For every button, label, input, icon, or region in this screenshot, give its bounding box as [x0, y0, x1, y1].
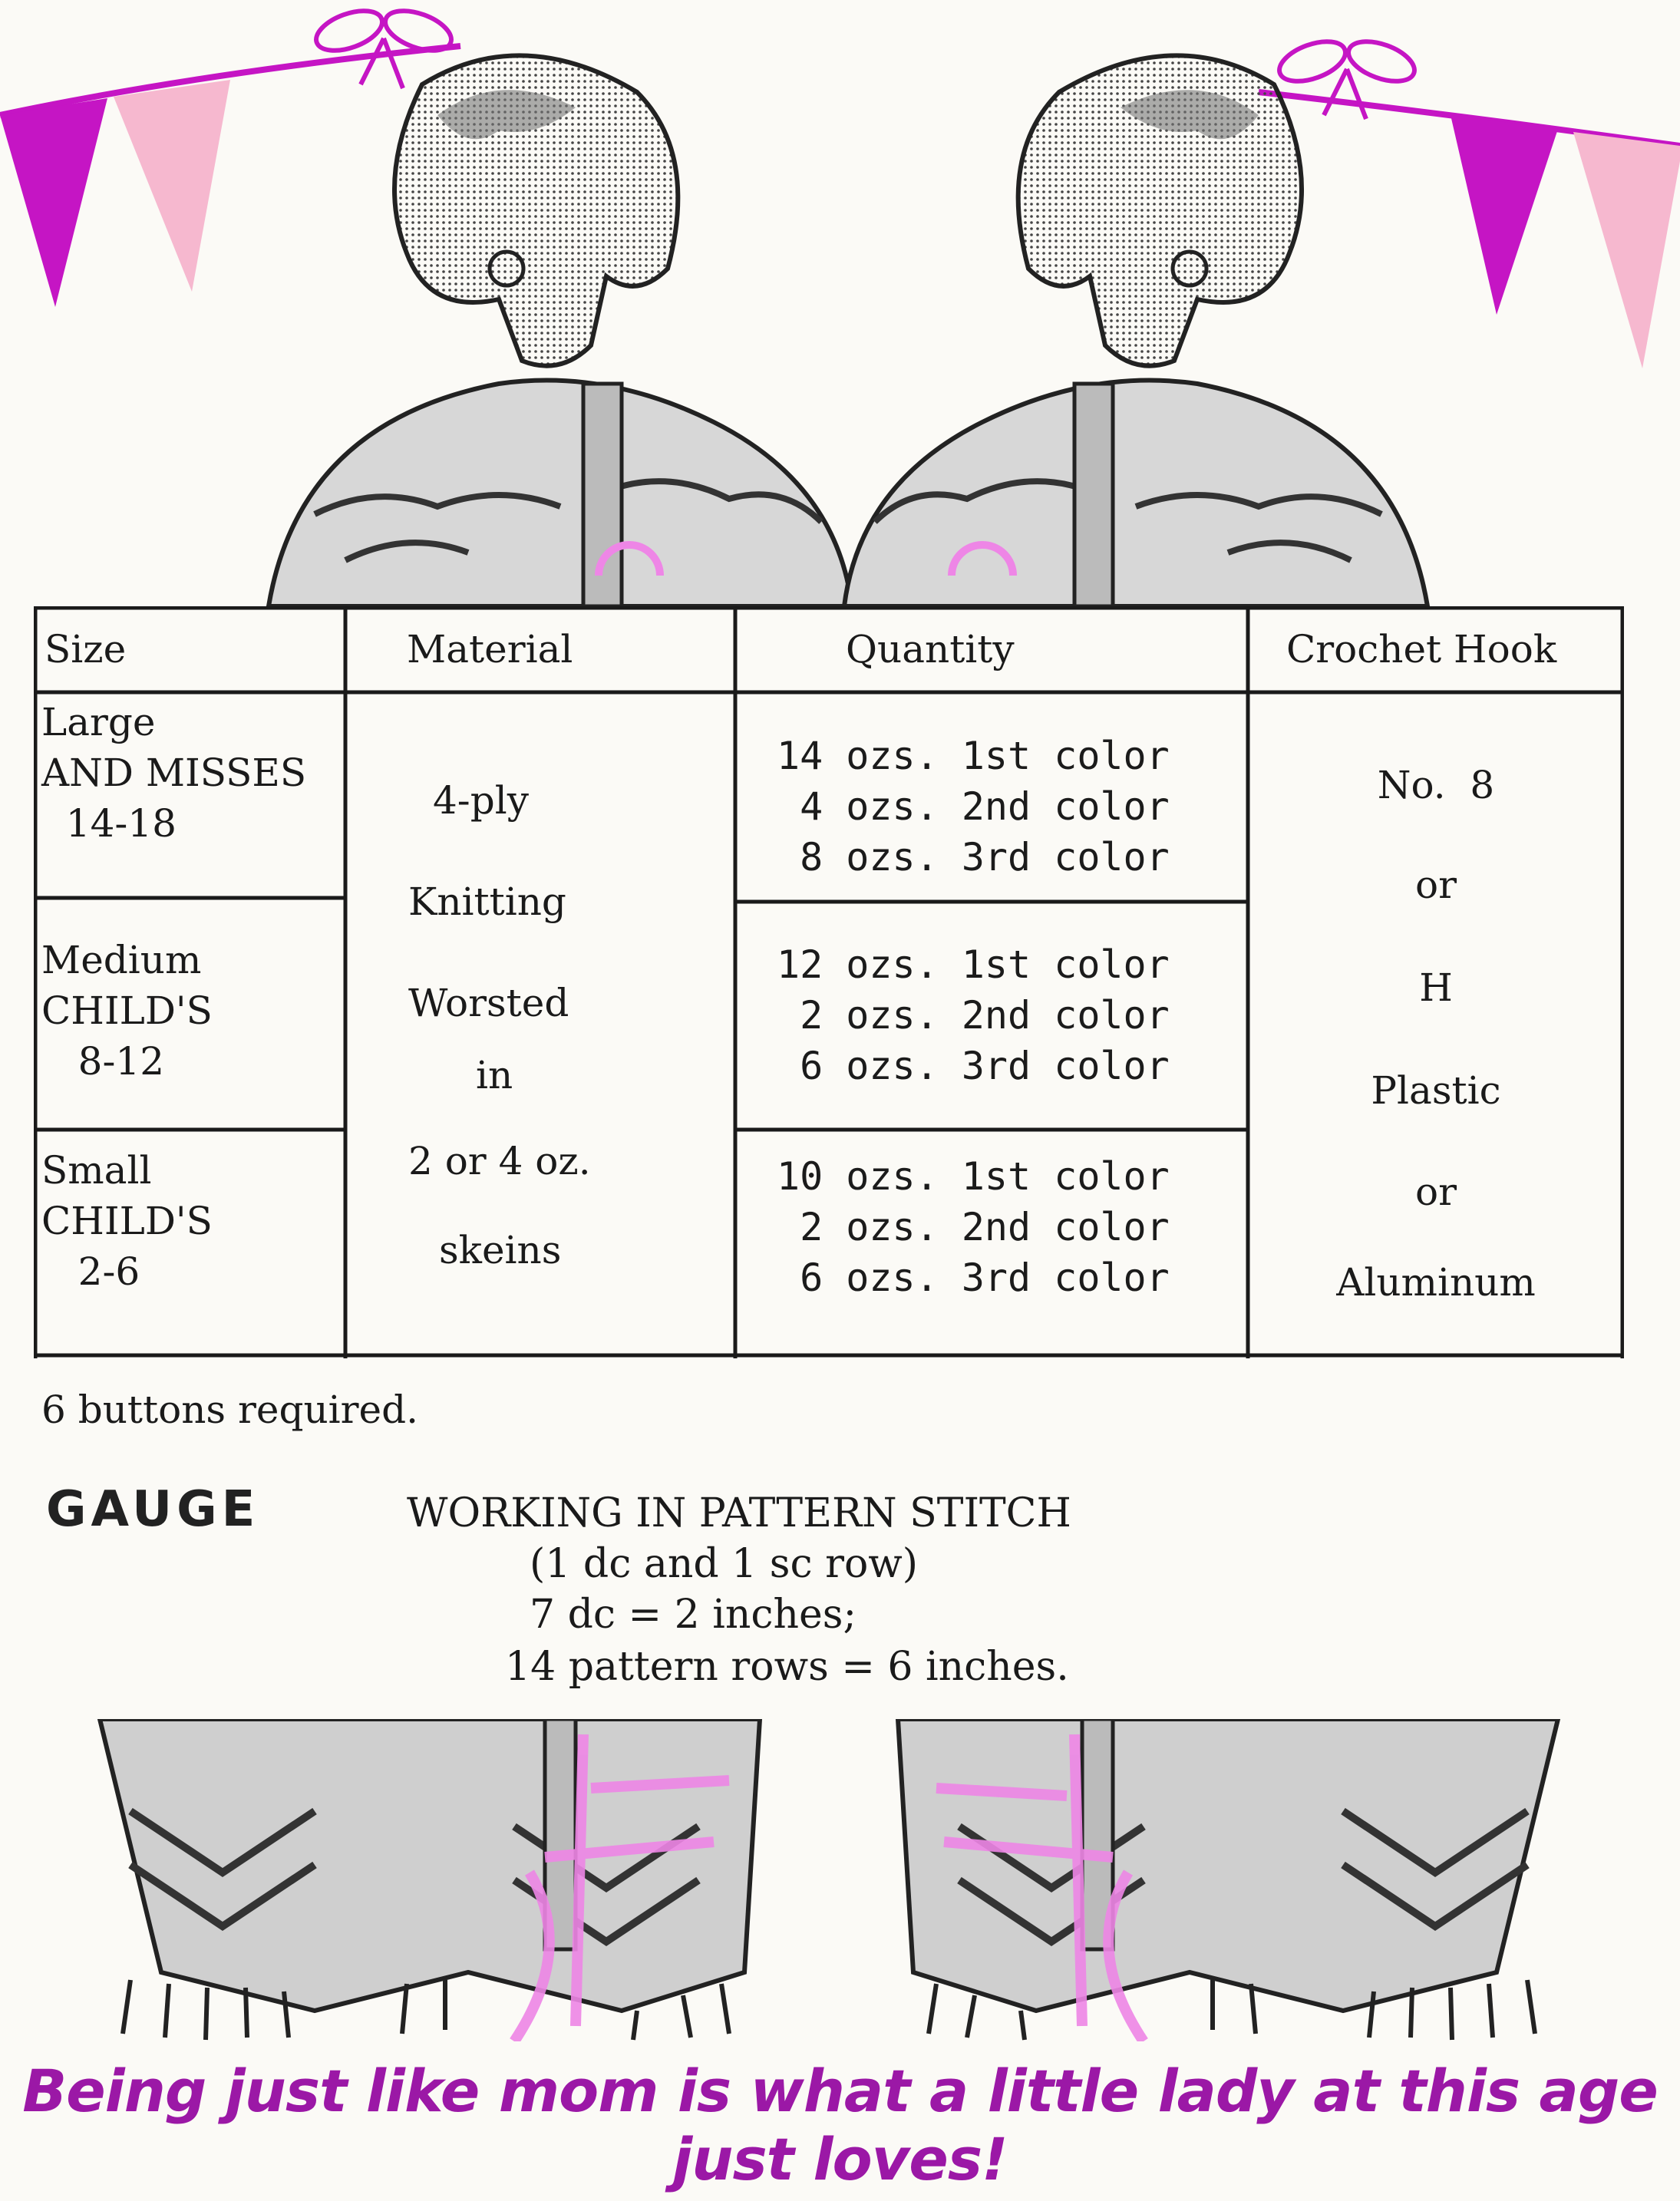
sweater-hem-illustration-right [883, 1719, 1573, 2041]
size-medium: Medium CHILD'S 8-12 [41, 938, 213, 1084]
buttons-note: 6 buttons required. [41, 1388, 419, 1432]
size-large: Large AND MISSES 14-18 [41, 700, 307, 846]
material-line: skeins [439, 1228, 562, 1272]
gauge-line: (1 dc and 1 sc row) [530, 1541, 919, 1587]
hook-line: or [1414, 863, 1457, 907]
size-small: Small CHILD'S 2-6 [41, 1148, 213, 1294]
sweater-hem-illustration-left [84, 1719, 775, 2041]
hook-line: or [1414, 1170, 1457, 1214]
header-size: Size [45, 627, 127, 672]
header-material: Material [407, 627, 573, 672]
gauge-line: 7 dc = 2 inches; [530, 1592, 857, 1638]
gauge-line: 14 pattern rows = 6 inches. [505, 1644, 1069, 1690]
tagline: Being just like mom is what a little lady at this age just loves! [22, 2057, 1658, 2193]
gauge-title: GAUGE [46, 1481, 260, 1538]
spec-table [34, 606, 1624, 1358]
material-line: 4-ply [433, 778, 529, 823]
quantity-medium: 12 ozs. 1st color 2 ozs. 2nd color 6 ozs. 3rd color [777, 942, 1170, 1088]
quantity-small: 10 ozs. 1st color 2 ozs. 2nd color 6 ozs. 3rd color [777, 1154, 1170, 1300]
gauge-line: WORKING IN PATTERN STITCH [407, 1490, 1071, 1536]
hook-line: No. 8 [1377, 763, 1495, 807]
hook-line: Plastic [1371, 1068, 1501, 1113]
quantity-large: 14 ozs. 1st color 4 ozs. 2nd color 8 ozs. 3rd color [777, 734, 1170, 879]
header-quantity: Quantity [846, 627, 1015, 672]
header-crochet-hook: Crochet Hook [1286, 627, 1557, 672]
girl-illustration-left [177, 23, 867, 606]
hook-line: Aluminum [1336, 1260, 1536, 1305]
material-line: Worsted [408, 981, 569, 1025]
material-line: in [476, 1053, 513, 1097]
material-line: Knitting [408, 879, 566, 924]
material-line: 2 or 4 oz. [408, 1139, 591, 1183]
girl-illustration-right [829, 23, 1520, 606]
hook-line: H [1419, 965, 1453, 1010]
